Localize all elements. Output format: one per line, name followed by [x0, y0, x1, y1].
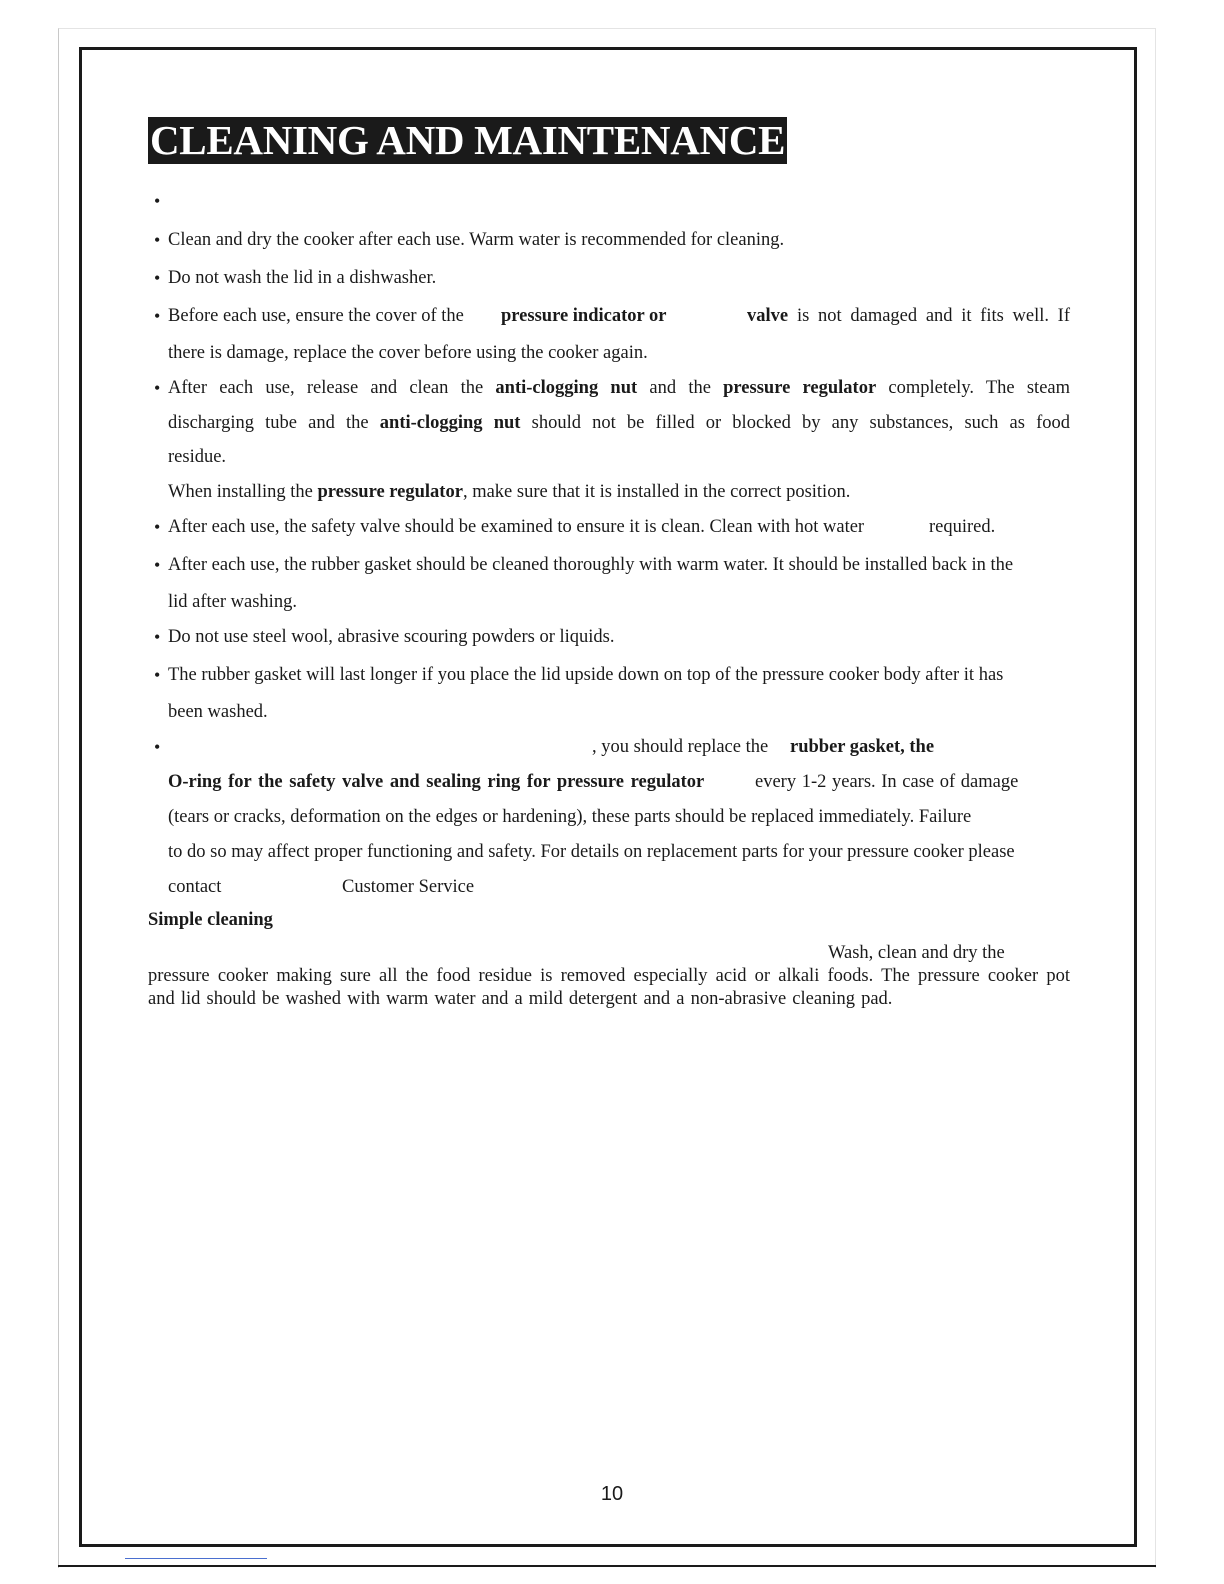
simple-cleaning-line2: pressure cooker making sure all the food residue is removed especially acid or alkali foods. The pressure cooker pot — [148, 966, 1070, 986]
bullet4-line4 — [168, 481, 850, 503]
simple-cleaning-line3: and lid should be washed with warm water and a mild detergent and a non-abrasive cleaning pad. — [148, 989, 893, 1009]
section-title: CLEANING AND MAINTENANCE — [150, 117, 786, 163]
bullet9-text-b: every 1-2 years. In case of damage — [755, 772, 1019, 792]
bullet3-bold-valve: valve — [747, 306, 789, 326]
bullet4-line4-bold: pressure regulator — [317, 482, 463, 502]
bullet-marker: • — [154, 191, 161, 211]
bullet4-text-d: discharging tube and the — [168, 413, 369, 433]
bullet-marker: • — [154, 230, 161, 250]
bullet4-line4-b: , make sure that it is installed in the correct position. — [462, 482, 851, 502]
simple-cleaning-heading: Simple cleaning — [148, 910, 273, 930]
bullet9-line3: (tears or cracks, deformation on the edges or hardening), these parts should be replaced immediately. Failure — [168, 807, 972, 827]
bullet3-line2: there is damage, replace the cover before using the cooker again. — [168, 343, 648, 363]
page-number: 10 — [600, 1483, 624, 1505]
bullet4-text-e: should not be filled or blocked by any substances, such as food — [531, 413, 1070, 433]
bullet-marker: • — [154, 378, 161, 398]
bullet-marker: • — [154, 268, 161, 288]
bullet9-bold-oring: O-ring for the safety valve and sealing ring for pressure regulator — [168, 772, 705, 792]
bullet8-line1: The rubber gasket will last longer if you place the lid upside down on top of the pressure cooker body after it has — [168, 665, 1004, 685]
bullet4-text-b: and the — [649, 378, 711, 398]
bullet4-line3: residue. — [168, 447, 227, 467]
bullet4-bold-anti-clogging-nut-2: anti-clogging nut — [379, 413, 521, 433]
bullet5-text-a: After each use, the safety valve should be examined to ensure it is clean. Clean with hot water — [168, 517, 865, 537]
bullet3-bold-pressure-indicator: pressure indicator or — [501, 306, 667, 326]
bullet4-bold-pressure-regulator: pressure regulator — [723, 378, 877, 398]
bullet4-line2 — [168, 412, 1070, 434]
simple-cleaning-line1: Wash, clean and dry the — [828, 943, 1005, 963]
bullet4-line1 — [168, 377, 1070, 399]
page-bottom-rule — [58, 1565, 1156, 1567]
bullet-marker: • — [154, 517, 161, 537]
bullet6-line1: After each use, the rubber gasket should be cleaned thoroughly with warm water. It should be installed back in the — [168, 555, 1014, 575]
bullet4-bold-anti-clogging-nut: anti-clogging nut — [495, 378, 638, 398]
bullet9-bold-rubber-gasket: rubber gasket, the — [790, 737, 935, 757]
bullet4-text-c: completely. The steam — [888, 378, 1071, 398]
bullet9-line4: to do so may affect proper functioning and safety. For details on replacement parts for your pressure cooker please — [168, 842, 1015, 862]
bullet9-line5-customer-service: Customer Service — [342, 877, 475, 897]
bullet4-text-a: After each use, release and clean the — [168, 378, 484, 398]
bullet3-line1-part2: is not damaged and it fits well. If — [797, 306, 1070, 326]
footer-link-underline — [125, 1558, 267, 1559]
bullet4-line4-a: When installing the — [168, 482, 313, 502]
bullet9-line5-contact: contact — [168, 877, 222, 897]
bullet-text-dishwasher: Do not wash the lid in a dishwasher. — [168, 268, 437, 288]
bullet-marker: • — [154, 665, 161, 685]
bullet7-text: Do not use steel wool, abrasive scouring powders or liquids. — [168, 627, 615, 647]
bullet5-text-b: required. — [929, 517, 996, 537]
bullet8-line2: been washed. — [168, 702, 268, 722]
bullet-text-clean-dry: Clean and dry the cooker after each use. Warm water is recommended for cleaning. — [168, 230, 785, 250]
bullet9-text-a: , you should replace the — [592, 737, 769, 757]
bullet-marker: • — [154, 555, 161, 575]
bullet6-line2: lid after washing. — [168, 592, 297, 612]
bullet-marker: • — [154, 737, 161, 757]
bullet-marker: • — [154, 627, 161, 647]
bullet3-line1-part1: Before each use, ensure the cover of the — [168, 306, 464, 326]
bullet-marker: • — [154, 306, 161, 326]
